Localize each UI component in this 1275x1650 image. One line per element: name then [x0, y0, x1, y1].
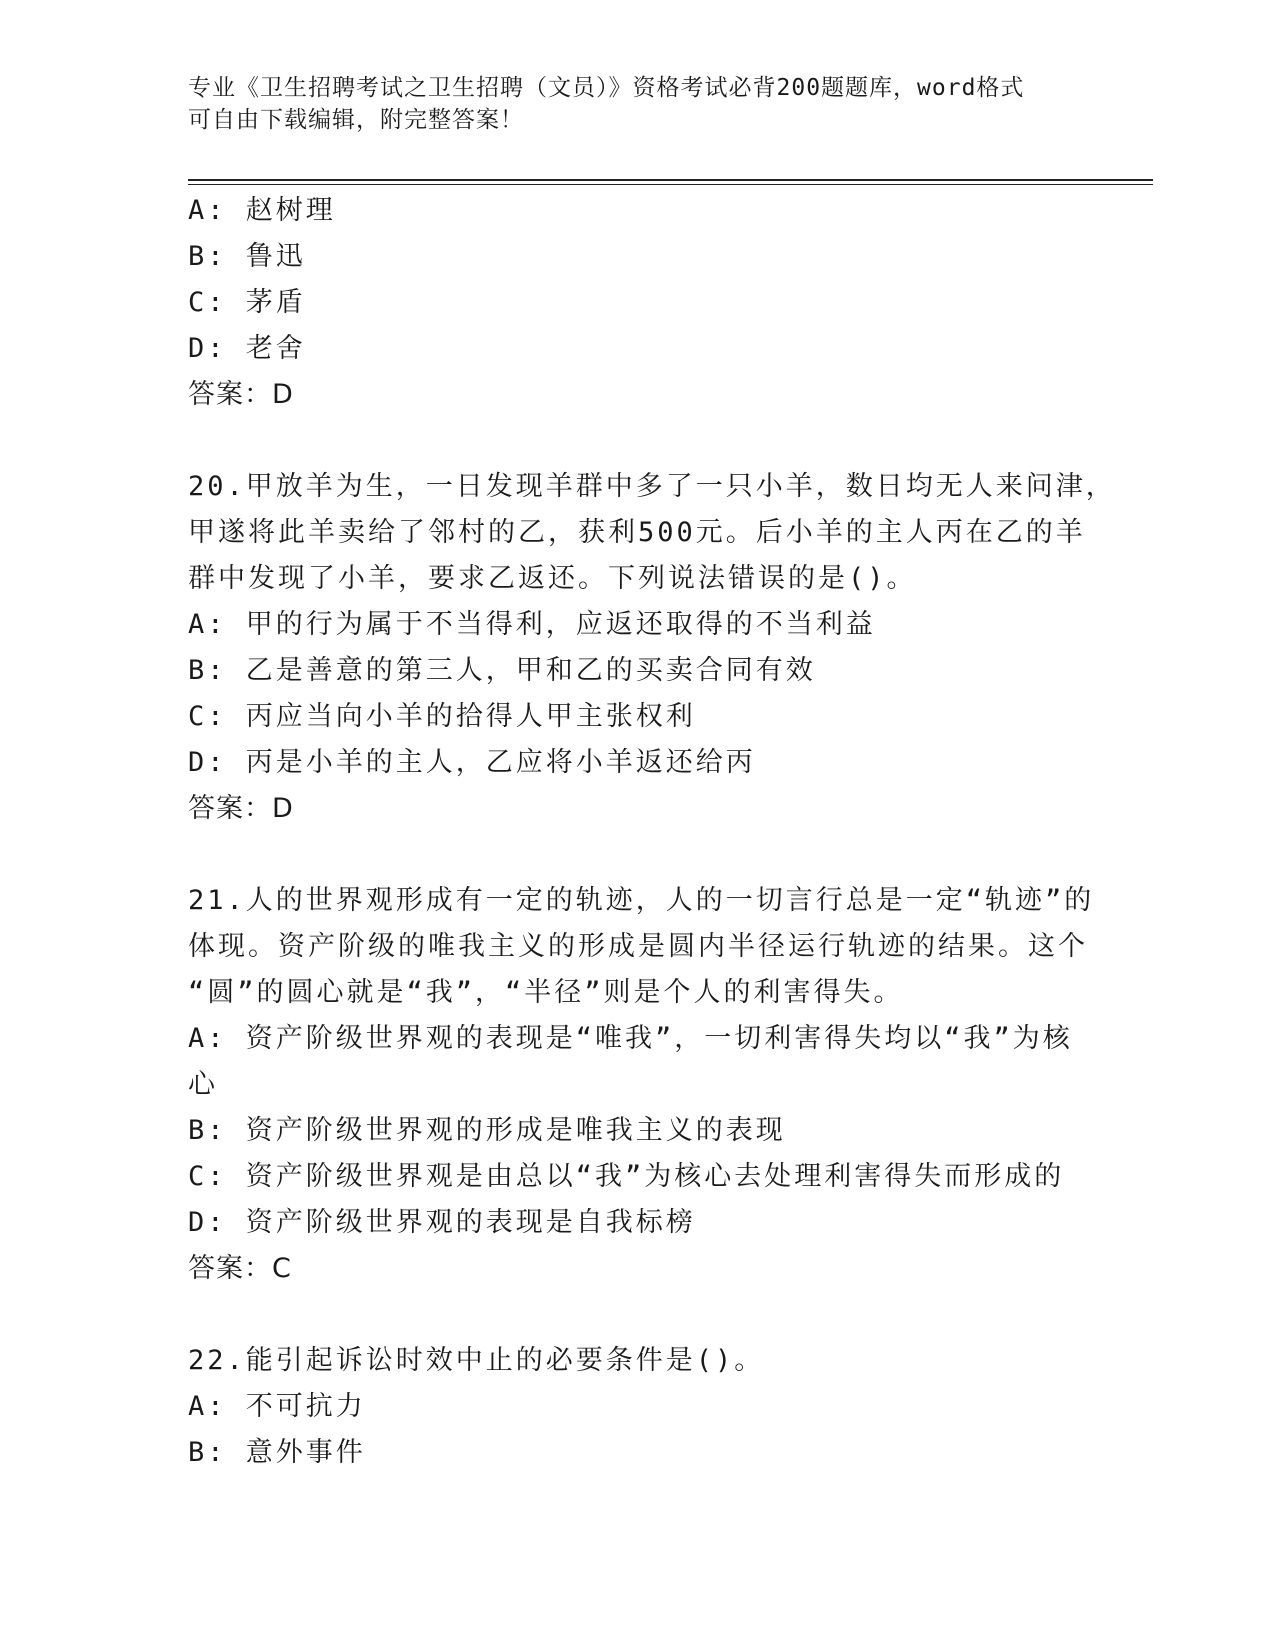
option-a: A: 赵树理 [188, 195, 336, 226]
answer-line: 答案：D [188, 793, 294, 824]
option-b: B: 鲁迅 [188, 241, 306, 272]
option-a: A: 甲的行为属于不当得利，应返还取得的不当利益 [188, 609, 876, 640]
option-a-continued: 心 [188, 1069, 218, 1100]
question-19 [188, 188, 1088, 418]
question-text-line: 22.能引起诉讼时效中止的必要条件是()。 [188, 1345, 765, 1376]
option-c: C: 茅盾 [188, 287, 306, 318]
option-c: C: 资产阶级世界观是由总以“我”为核心去处理利害得失而形成的 [188, 1161, 1065, 1192]
header-line-2: 可自由下载编辑，附完整答案！ [188, 107, 524, 133]
option-d: D: 丙是小羊的主人，乙应将小羊返还给丙 [188, 747, 756, 778]
spacer [188, 832, 1088, 878]
option-b: B: 资产阶级世界观的形成是唯我主义的表现 [188, 1115, 786, 1146]
question-text-line: 体现。资产阶级的唯我主义的形成是圆内半径运行轨迹的结果。这个 [188, 931, 1088, 962]
answer-line: 答案：C [188, 1253, 292, 1284]
question-20 [188, 464, 1116, 832]
option-a: A: 资产阶级世界观的表现是“唯我”，一切利害得失均以“我”为核 [188, 1023, 1073, 1054]
document-header [188, 72, 1088, 136]
option-b: B: 意外事件 [188, 1437, 366, 1468]
header-divider [188, 179, 1153, 185]
option-a: A: 不可抗力 [188, 1391, 366, 1422]
option-d: D: 老舍 [188, 333, 306, 364]
spacer [188, 1292, 1088, 1338]
question-21 [188, 878, 1095, 1292]
question-22 [188, 1338, 1088, 1476]
question-text-line: 群中发现了小羊，要求乙返还。下列说法错误的是()。 [188, 563, 917, 594]
question-text-line: 甲遂将此羊卖给了邻村的乙，获利500元。后小羊的主人丙在乙的羊 [188, 517, 1086, 548]
option-b: B: 乙是善意的第三人，甲和乙的买卖合同有效 [188, 655, 816, 686]
header-line-1: 专业《卫生招聘考试之卫生招聘（文员）》资格考试必背200题题库，word格式 [188, 75, 1025, 101]
option-d: D: 资产阶级世界观的表现是自我标榜 [188, 1207, 696, 1238]
question-text-line: “圆”的圆心就是“我”，“半径”则是个人的利害得失。 [188, 977, 904, 1008]
question-list [188, 188, 1116, 1476]
answer-line: 答案：D [188, 379, 294, 410]
option-c: C: 丙应当向小羊的拾得人甲主张权利 [188, 701, 696, 732]
spacer [188, 418, 1088, 464]
question-text-line: 21.人的世界观形成有一定的轨迹，人的一切言行总是一定“轨迹”的 [188, 885, 1095, 916]
question-text-line: 20.甲放羊为生，一日发现羊群中多了一只小羊，数日均无人来问津， [188, 471, 1116, 502]
